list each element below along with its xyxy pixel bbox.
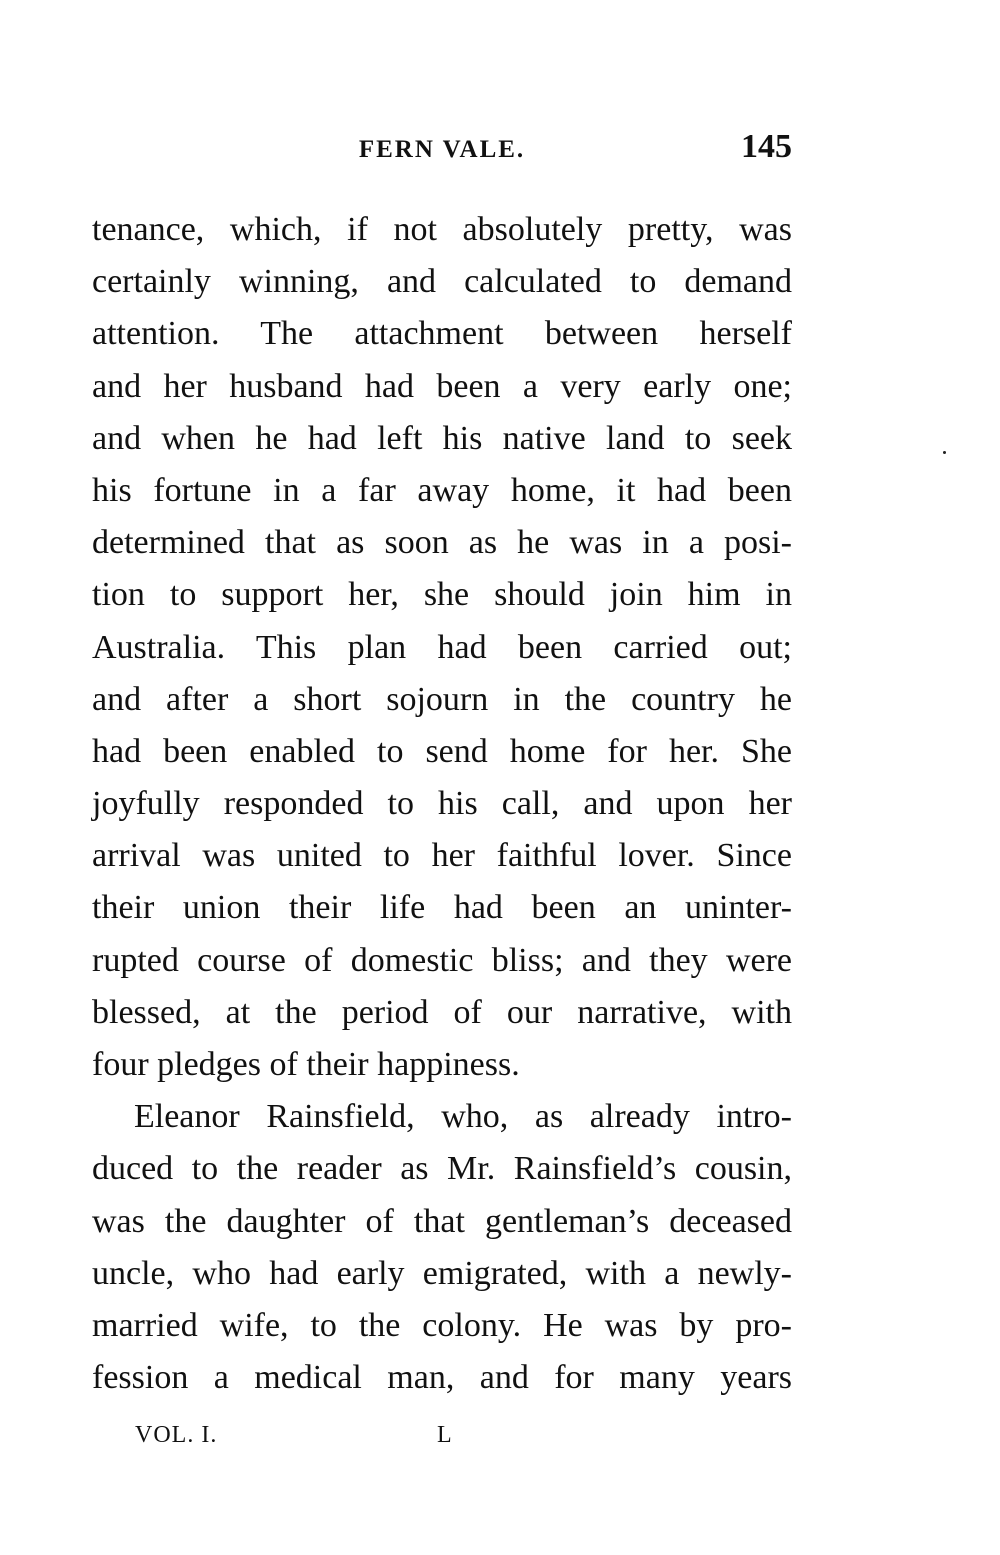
text-line: fession a medical man, and for many years (92, 1359, 792, 1397)
text-line: had been enabled to send home for her. She (92, 732, 792, 770)
text-line: Eleanor Rainsfield, who, as already intro- (134, 1098, 792, 1136)
text-line: and when he had left his native land to seek (92, 419, 792, 457)
text-line: and her husband had been a very early one; (92, 367, 792, 405)
running-title: FERN VALE. (358, 136, 526, 163)
text-line: married wife, to the colony. He was by pro- (92, 1306, 792, 1344)
text-line: rupted course of domestic bliss; and they were (92, 941, 792, 979)
signature-mark: L (437, 1422, 453, 1448)
text-line: joyfully responded to his call, and upon her (92, 785, 792, 823)
text-line: arrival was united to her faithful lover. Since (92, 837, 792, 875)
volume-label: VOL. I. (135, 1422, 218, 1448)
body-text (92, 204, 792, 1404)
text-line: four pledges of their happiness. (92, 1046, 520, 1083)
text-line: was the daughter of that gentleman’s deceased (92, 1202, 792, 1240)
text-line: attention. The attachment between herself (92, 315, 792, 353)
page-number: 145 (741, 128, 792, 165)
paragraph-2 (92, 1091, 792, 1404)
running-head (92, 128, 792, 168)
text-line: and after a short sojourn in the country he (92, 680, 792, 718)
text-line: certainly winning, and calculated to demand (92, 263, 792, 301)
text-line: blessed, at the period of our narrative, with (92, 993, 792, 1031)
text-line: his fortune in a far away home, it had been (92, 471, 792, 509)
text-line: tion to support her, she should join him in (92, 576, 792, 614)
text-line: uncle, who had early emigrated, with a newly- (92, 1254, 792, 1292)
paragraph-1 (92, 204, 792, 1091)
text-line: tenance, which, if not absolutely pretty, was (92, 211, 792, 248)
ink-speck (943, 451, 946, 454)
page-footer (135, 1422, 635, 1458)
text-line: determined that as soon as he was in a posi- (92, 524, 792, 562)
text-line: Australia. This plan had been carried out; (92, 628, 792, 666)
text-line: duced to the reader as Mr. Rainsfield’s cousin, (92, 1150, 792, 1188)
text-line: their union their life had been an uninter- (92, 889, 792, 927)
